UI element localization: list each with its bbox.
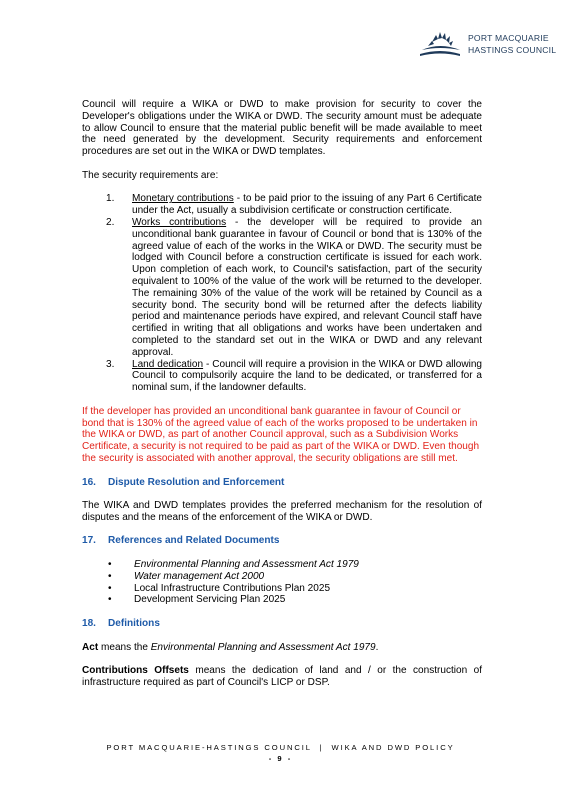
definition-contributions-offsets bbox=[82, 665, 482, 689]
section-title: Dispute Resolution and Enforcement bbox=[108, 476, 285, 488]
security-intro: The security requirements are: bbox=[82, 169, 219, 181]
page-footer bbox=[0, 742, 561, 764]
item-text: - Council will require a provision in the WIKA or DWD allowing Council to compulsorily acquire the land to be dedicated, or transferred for a nominal sum, if the landowner defaults. bbox=[132, 358, 482, 394]
logo-line-2: HASTINGS COUNCIL bbox=[468, 45, 557, 55]
section-18-heading bbox=[82, 618, 482, 630]
list-item bbox=[82, 594, 482, 606]
section-title: Definitions bbox=[108, 618, 160, 630]
item-number: 3. bbox=[106, 358, 115, 370]
references-list bbox=[82, 559, 482, 606]
section-17-heading bbox=[82, 535, 482, 547]
intro-paragraph: Council will require a WIKA or DWD to make provision for security to cover the Developer's obligations under the WIKA or DWD. The security amount must be adequate to allow Council to ensure that the material public benefit will be made available to meet the need generated by the development. Security requirements and enforcement procedures are set out in the WIKA or DWD templates. bbox=[82, 99, 482, 158]
item-text: - the developer will be required to provide an unconditional bank guarantee in favour of Council or bond that is 130% of the agreed value of each of the works in the WIKA or DWD. The security must be lodged with Council before a construction certificate is issued for each work. Upon completion of each work, to Council's satisfaction, part of the security equivalent to 100% of the value of the work will be returned to the developer. The remaining 30% of the value of the work will be retained by Council as a security bond. The security bond will be returned after the defects liability period and maintenance periods have expired, and relevant Council staff have certified in writing that all obligations and works have been undertaken and completed to the standard set out in the WIKA or DWD and any relevant approval. bbox=[132, 216, 482, 358]
list-item bbox=[82, 359, 482, 394]
item-term: Land dedication bbox=[132, 358, 204, 370]
definition-term: Act bbox=[82, 641, 99, 653]
page-number: - 9 - bbox=[268, 754, 293, 763]
item-number: 1. bbox=[106, 193, 115, 205]
definition-italic: Environmental Planning and Assessment Act 1979 bbox=[150, 641, 376, 653]
reference-text: Environmental Planning and Assessment Act 1979 bbox=[134, 559, 359, 571]
list-item bbox=[82, 559, 482, 571]
list-item bbox=[82, 193, 482, 217]
section-title: References and Related Documents bbox=[108, 535, 280, 547]
document-body bbox=[82, 99, 482, 689]
logo-wordmark bbox=[468, 32, 556, 56]
definition-mid: means the bbox=[98, 641, 151, 653]
item-text: - to be paid prior to the issuing of any Part 6 Certificate under the Act, usually a subdivision certificate or construction certificate. bbox=[132, 193, 482, 217]
section-number: 17. bbox=[82, 535, 96, 547]
definition-text: means the dedication of land and / or the construction of infrastructure required as part of Council's LICP or DSP. bbox=[82, 665, 482, 689]
item-number: 2. bbox=[106, 216, 115, 228]
bullet-icon: • bbox=[108, 594, 112, 606]
definition-end: . bbox=[375, 641, 379, 653]
bullet-icon: • bbox=[108, 559, 112, 571]
security-requirements-list bbox=[82, 193, 482, 394]
item-term: Monetary contributions bbox=[132, 193, 234, 205]
council-logo bbox=[418, 28, 557, 68]
definition-act bbox=[82, 642, 482, 654]
section-number: 18. bbox=[82, 618, 96, 630]
council-emblem-icon bbox=[418, 30, 462, 60]
footer-text: PORT MACQUARIE-HASTINGS COUNCIL | WIKA AND DWD POLICY bbox=[106, 743, 455, 752]
reference-text: Water management Act 2000 bbox=[134, 570, 265, 582]
section-16-heading bbox=[82, 477, 482, 489]
list-item bbox=[82, 571, 482, 583]
section-16-body: The WIKA and DWD templates provides the preferred mechanism for the resolution of disputes and the means of the enforcement of the WIKA or DWD. bbox=[82, 500, 482, 523]
reference-text: Development Servicing Plan 2025 bbox=[134, 594, 286, 606]
bullet-icon: • bbox=[108, 570, 112, 582]
reference-text: Local Infrastructure Contributions Plan 2025 bbox=[134, 582, 331, 594]
logo-line-1: PORT MACQUARIE bbox=[468, 33, 549, 43]
list-item bbox=[82, 217, 482, 359]
definition-term: Contributions Offsets bbox=[82, 665, 189, 677]
list-item bbox=[82, 583, 482, 595]
security-note-red: If the developer has provided an unconditional bank guarantee in favour of Council or bond that is 130% of the agreed value of each of the works proposed to be undertaken in the WIKA or DWD, as part of another Council approval, such as a Subdivision Works Certificate, a security is not required to be paid as part of the WIKA or DWD. Even though the security is associated with another approval, the security obligations are still met. bbox=[82, 405, 480, 464]
section-number: 16. bbox=[82, 476, 96, 488]
bullet-icon: • bbox=[108, 582, 112, 594]
item-term: Works contributions bbox=[132, 216, 227, 228]
